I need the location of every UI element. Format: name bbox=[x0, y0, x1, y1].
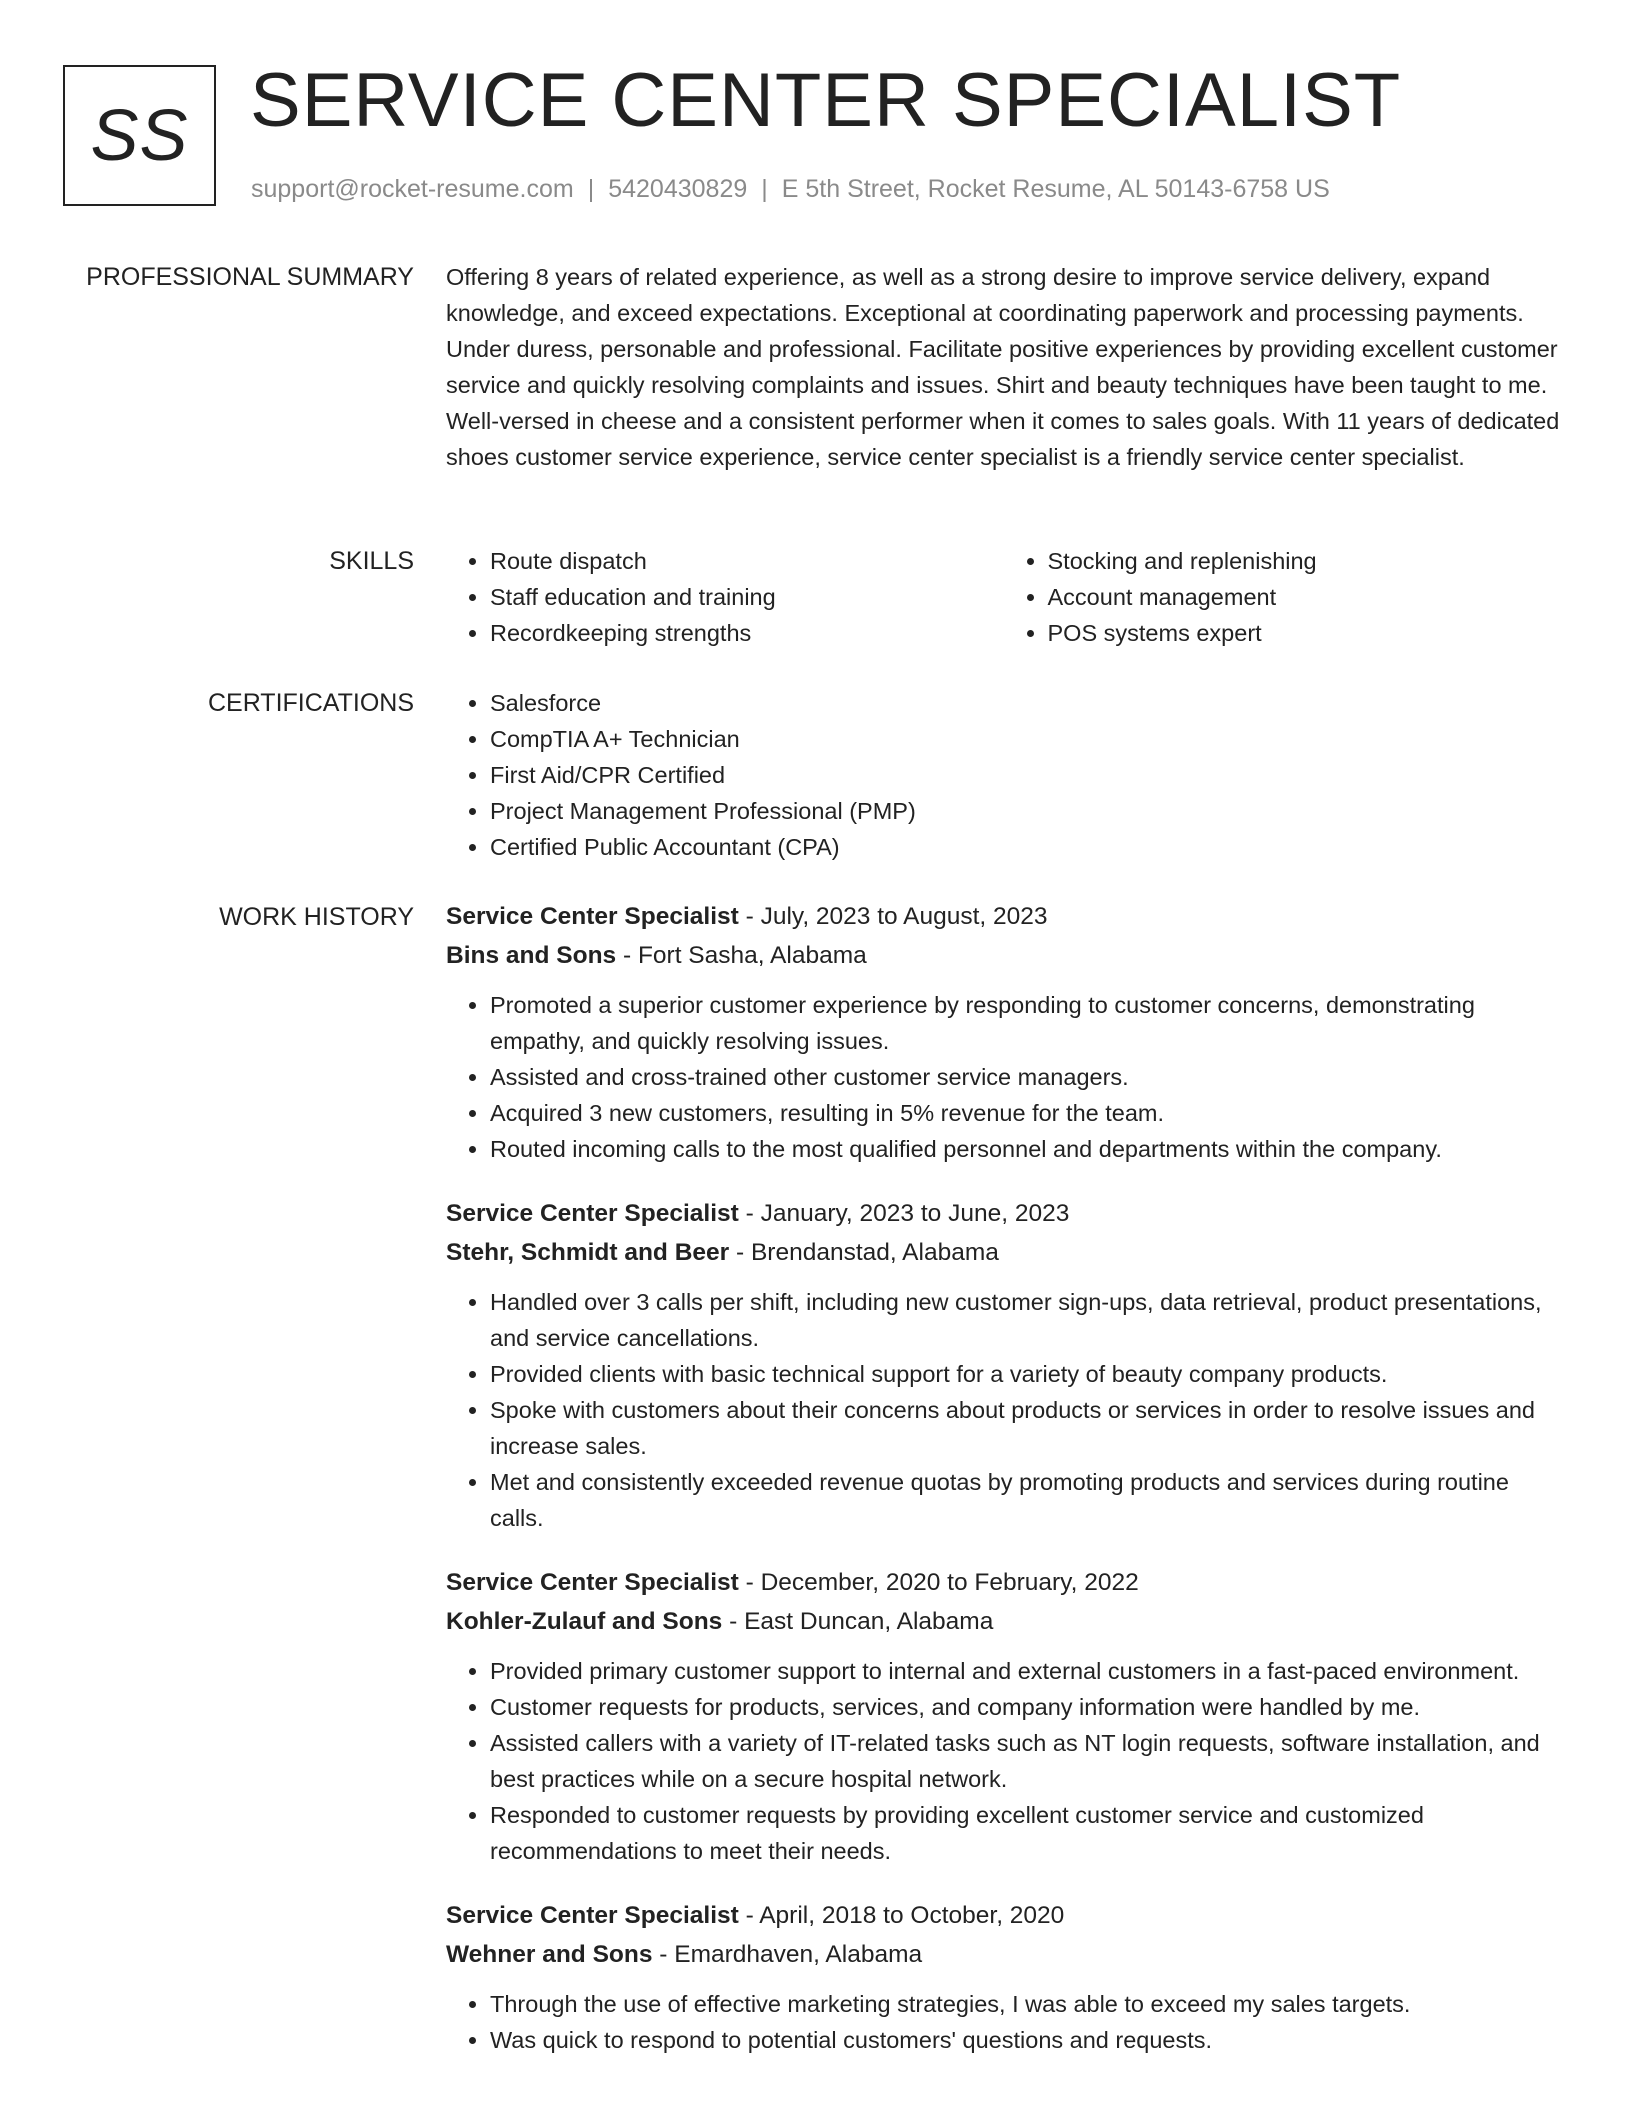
summary-body bbox=[446, 259, 1561, 475]
resume-title: SERVICE CENTER SPECIALIST bbox=[250, 58, 1402, 143]
skill-item: • Recordkeeping strengths bbox=[490, 615, 1004, 651]
monogram-initials: SS bbox=[90, 95, 189, 176]
job-title: Service Center Specialist bbox=[446, 903, 739, 930]
skill-item: • Route dispatch bbox=[490, 543, 1004, 579]
certification-item: • Project Management Professional (PMP) bbox=[490, 793, 1561, 829]
job-title-line bbox=[446, 897, 1561, 936]
job-bullet: • Through the use of effective marketing strategies, I was able to exceed my sales targets. bbox=[490, 1986, 1561, 2022]
skill-item: • POS systems expert bbox=[1048, 615, 1562, 651]
skills-list-col1 bbox=[446, 543, 1004, 651]
job-dates: - July, 2023 to August, 2023 bbox=[738, 903, 1048, 930]
job-title: Service Center Specialist bbox=[446, 1902, 739, 1929]
contact-address: E 5th Street, Rocket Resume, AL 50143-6758 US bbox=[781, 175, 1330, 203]
job-entry bbox=[446, 1194, 1561, 1536]
job-company: Bins and Sons bbox=[446, 942, 617, 969]
contact-email[interactable]: support@rocket-resume.com bbox=[251, 175, 574, 203]
job-bullets bbox=[446, 1284, 1561, 1536]
job-bullet: • Responded to customer requests by providing excellent customer service and customized recommendations to meet their needs. bbox=[490, 1797, 1561, 1869]
job-bullets bbox=[446, 1986, 1561, 2058]
job-entry bbox=[446, 1896, 1561, 2058]
job-bullet: • Assisted and cross-trained other customer service managers. bbox=[490, 1059, 1561, 1095]
job-bullet: • Provided clients with basic technical support for a variety of beauty company products. bbox=[490, 1356, 1561, 1392]
job-location: - Fort Sasha, Alabama bbox=[616, 942, 867, 969]
job-dates: - December, 2020 to February, 2022 bbox=[738, 1569, 1139, 1596]
job-entry bbox=[446, 1563, 1561, 1869]
job-title-line bbox=[446, 1194, 1561, 1233]
job-location: - Emardhaven, Alabama bbox=[652, 1941, 923, 1968]
summary-text: Offering 8 years of related experience, as well as a strong desire to improve service delivery, expand knowledge, and exceed expectations. Exceptional at coordinating paperwork and processing payments. Under duress, personable and professional. Facilitate positive experiences by providing excellent customer service and quickly resolving complaints and issues. Shirt and beauty techniques have been taught to me. Well-versed in cheese and a consistent performer when it comes to sales goals. With 11 years of dedicated shoes customer service experience, service center specialist is a friendly service center specialist. bbox=[446, 264, 1560, 470]
contact-separator: | bbox=[761, 175, 768, 203]
job-title: Service Center Specialist bbox=[446, 1200, 739, 1227]
job-title-line bbox=[446, 1896, 1561, 1935]
monogram-logo bbox=[63, 65, 216, 206]
job-company: Stehr, Schmidt and Beer bbox=[446, 1239, 730, 1266]
job-title: Service Center Specialist bbox=[446, 1569, 739, 1596]
work-history-body bbox=[446, 897, 1561, 2085]
job-bullet: • Spoke with customers about their concerns about products or services in order to resolve issues and increase sales. bbox=[490, 1392, 1561, 1464]
job-company: Wehner and Sons bbox=[446, 1941, 653, 1968]
certification-item: • Certified Public Accountant (CPA) bbox=[490, 829, 1561, 865]
certification-item: • First Aid/CPR Certified bbox=[490, 757, 1561, 793]
section-heading-summary: PROFESSIONAL SUMMARY bbox=[86, 263, 414, 291]
certification-item: • CompTIA A+ Technician bbox=[490, 721, 1561, 757]
job-bullet: • Met and consistently exceeded revenue quotas by promoting products and services during routine calls. bbox=[490, 1464, 1561, 1536]
job-bullets bbox=[446, 987, 1561, 1167]
job-bullet: • Promoted a superior customer experience by responding to customer concerns, demonstrating empathy, and quickly resolving issues. bbox=[490, 987, 1561, 1059]
section-heading-certifications: CERTIFICATIONS bbox=[207, 689, 414, 717]
contact-phone[interactable]: 5420430829 bbox=[608, 175, 748, 203]
job-company-line bbox=[446, 936, 1561, 975]
job-bullets bbox=[446, 1653, 1561, 1869]
skill-item: • Staff education and training bbox=[490, 579, 1004, 615]
job-company-line bbox=[446, 1935, 1561, 1974]
job-bullet: • Handled over 3 calls per shift, including new customer sign-ups, data retrieval, product presentations, and service cancellations. bbox=[490, 1284, 1561, 1356]
job-title-line bbox=[446, 1563, 1561, 1602]
section-heading-work-history: WORK HISTORY bbox=[219, 903, 414, 931]
job-bullet: • Provided primary customer support to internal and external customers in a fast-paced environment. bbox=[490, 1653, 1561, 1689]
job-company-line bbox=[446, 1233, 1561, 1272]
contact-line bbox=[251, 175, 1330, 204]
skills-body bbox=[446, 543, 1561, 651]
job-location: - Brendanstad, Alabama bbox=[729, 1239, 999, 1266]
job-bullet: • Routed incoming calls to the most qualified personnel and departments within the company. bbox=[490, 1131, 1561, 1167]
section-heading-skills: SKILLS bbox=[329, 547, 414, 575]
job-dates: - April, 2018 to October, 2020 bbox=[738, 1902, 1065, 1929]
job-dates: - January, 2023 to June, 2023 bbox=[738, 1200, 1070, 1227]
certifications-list bbox=[446, 685, 1561, 865]
job-location: - East Duncan, Alabama bbox=[722, 1608, 994, 1635]
job-bullet: • Customer requests for products, services, and company information were handled by me. bbox=[490, 1689, 1561, 1725]
job-entry bbox=[446, 897, 1561, 1167]
job-company-line bbox=[446, 1602, 1561, 1641]
job-company: Kohler-Zulauf and Sons bbox=[446, 1608, 723, 1635]
job-bullet: • Assisted callers with a variety of IT-related tasks such as NT login requests, software installation, and best practices while on a secure hospital network. bbox=[490, 1725, 1561, 1797]
skill-item: • Account management bbox=[1048, 579, 1562, 615]
certification-item: • Salesforce bbox=[490, 685, 1561, 721]
skill-item: • Stocking and replenishing bbox=[1048, 543, 1562, 579]
certifications-body bbox=[446, 685, 1561, 865]
job-bullet: • Was quick to respond to potential customers' questions and requests. bbox=[490, 2022, 1561, 2058]
skills-list-col2 bbox=[1004, 543, 1562, 651]
contact-separator: | bbox=[587, 175, 595, 203]
job-bullet: • Acquired 3 new customers, resulting in 5% revenue for the team. bbox=[490, 1095, 1561, 1131]
